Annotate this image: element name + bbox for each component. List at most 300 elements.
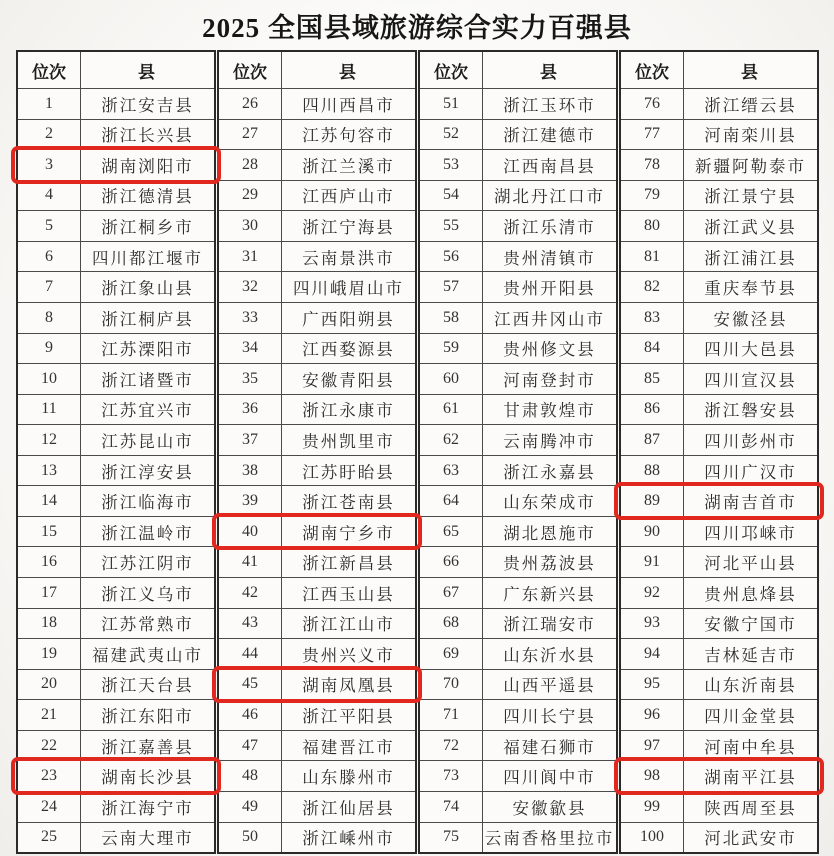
county-cell: 湖南凤凰县 [281,670,415,700]
table-row [621,699,817,730]
table-row [621,516,817,547]
rank-cell: 96 [644,706,660,724]
rank-cell: 21 [41,706,57,724]
table-row [621,333,817,364]
county-cell: 浙江象山县 [80,272,214,302]
table-row [621,669,817,700]
county-cell: 陕西周至县 [683,792,817,822]
table-row [18,699,214,730]
rank-cell: 60 [443,369,459,387]
county-cell: 山东荣成市 [482,486,616,516]
rank-cell: 87 [644,430,660,448]
county-cell: 浙江嵊州市 [281,823,415,853]
col-header-rank: 位次 [635,62,669,82]
county-cell: 江苏昆山市 [80,425,214,455]
county-cell: 浙江义乌市 [80,578,214,608]
table-row [621,149,817,180]
county-cell: 甘肃敦煌市 [482,395,616,425]
table-row [219,302,415,333]
rank-cell: 18 [41,614,57,632]
county-cell: 江西井冈山市 [482,303,616,333]
county-cell: 四川彭州市 [683,425,817,455]
county-cell: 浙江江山市 [281,609,415,639]
county-cell: 河北武安市 [683,823,817,853]
table-row [420,88,616,119]
table-row [621,119,817,150]
rank-cell: 55 [443,217,459,235]
rank-cell: 36 [242,400,258,418]
rank-cell: 29 [242,186,258,204]
rank-cell: 59 [443,339,459,357]
rank-cell: 80 [644,217,660,235]
county-cell: 浙江建德市 [482,120,616,150]
rank-cell: 54 [443,186,459,204]
table-row [420,180,616,211]
county-cell: 湖南宁乡市 [281,517,415,547]
county-cell: 浙江嘉善县 [80,731,214,761]
table-row [219,241,415,272]
county-cell: 贵州荔波县 [482,547,616,577]
table-row [219,363,415,394]
rank-cell: 95 [644,675,660,693]
rank-cell: 22 [41,736,57,754]
county-cell: 浙江天台县 [80,670,214,700]
county-cell: 浙江温岭市 [80,517,214,547]
rank-cell: 67 [443,583,459,601]
rank-cell: 77 [644,125,660,143]
group-header [18,52,214,88]
rank-cell: 62 [443,430,459,448]
table-row [219,516,415,547]
rank-cell: 38 [242,461,258,479]
table-row [621,363,817,394]
table-row [18,791,214,822]
county-cell: 浙江兰溪市 [281,150,415,180]
county-cell: 河南中牟县 [683,731,817,761]
county-cell: 贵州修文县 [482,334,616,364]
county-cell: 山东沂南县 [683,670,817,700]
county-cell: 浙江武义县 [683,211,817,241]
table-row [621,180,817,211]
county-cell: 新疆阿勒泰市 [683,150,817,180]
rank-cell: 65 [443,522,459,540]
county-cell: 四川宣汉县 [683,364,817,394]
col-header-rank: 位次 [233,62,267,82]
rank-cell: 90 [644,522,660,540]
table-row [18,363,214,394]
rank-cell: 15 [41,522,57,540]
rank-cell: 1 [45,94,53,112]
county-cell: 湖南长沙县 [80,761,214,791]
table-row [18,241,214,272]
group-header [219,52,415,88]
county-cell: 江苏宜兴市 [80,395,214,425]
rank-cell: 43 [242,614,258,632]
county-cell: 四川阆中市 [482,761,616,791]
county-cell: 江苏常熟市 [80,609,214,639]
table-row [18,210,214,241]
rank-cell: 7 [45,278,53,296]
rank-cell: 44 [242,644,258,662]
table-row [219,424,415,455]
page-title: 2025 全国县域旅游综合实力百强县 [202,13,632,43]
rank-cell: 70 [443,675,459,693]
rank-cell: 19 [41,644,57,662]
table-row [621,241,817,272]
rank-cell: 32 [242,278,258,296]
county-cell: 浙江宁海县 [281,211,415,241]
rank-cell: 34 [242,339,258,357]
county-cell: 江西庐山市 [281,181,415,211]
rank-cell: 76 [644,94,660,112]
rank-cell: 74 [443,797,459,815]
rank-cell: 26 [242,94,258,112]
table-row [18,424,214,455]
table-row [621,424,817,455]
rank-cell: 63 [443,461,459,479]
rank-cell: 89 [644,492,660,510]
county-cell: 四川峨眉山市 [281,272,415,302]
county-cell: 湖北恩施市 [482,517,616,547]
table-row [621,302,817,333]
county-cell: 浙江桐庐县 [80,303,214,333]
rank-cell: 24 [41,797,57,815]
rank-cell: 61 [443,400,459,418]
county-cell: 江西玉山县 [281,578,415,608]
table-row [621,760,817,791]
table-row [18,271,214,302]
rank-cell: 81 [644,247,660,265]
table-row [420,516,616,547]
county-cell: 江苏盱眙县 [281,456,415,486]
rank-cell: 12 [41,430,57,448]
table-row [621,455,817,486]
table-row [18,608,214,639]
rank-cell: 58 [443,308,459,326]
table-row [219,791,415,822]
table-row [18,760,214,791]
rank-cell: 57 [443,278,459,296]
table-row [621,608,817,639]
county-cell: 浙江诸暨市 [80,364,214,394]
rank-cell: 6 [45,247,53,265]
rank-cell: 88 [644,461,660,479]
rank-cell: 72 [443,736,459,754]
table-row [18,394,214,425]
table-row [219,333,415,364]
group-body [420,88,616,852]
rank-cell: 66 [443,553,459,571]
table-row [219,669,415,700]
county-cell: 浙江临海市 [80,486,214,516]
group-body [219,88,415,852]
table-row [219,149,415,180]
rank-cell: 2 [45,125,53,143]
county-cell: 浙江瑞安市 [482,609,616,639]
table-row [219,699,415,730]
county-cell: 江苏江阴市 [80,547,214,577]
county-cell: 浙江缙云县 [683,89,817,119]
rank-cell: 99 [644,797,660,815]
table-row [18,333,214,364]
rank-cell: 14 [41,492,57,510]
table-group [217,50,417,854]
county-cell: 安徽歙县 [482,792,616,822]
rank-cell: 10 [41,369,57,387]
table-row [219,577,415,608]
county-cell: 贵州息烽县 [683,578,817,608]
table-row [621,88,817,119]
rank-cell: 35 [242,369,258,387]
group-header [420,52,616,88]
county-cell: 山西平遥县 [482,670,616,700]
table-row [219,638,415,669]
county-cell: 浙江浦江县 [683,242,817,272]
rank-cell: 3 [45,155,53,173]
rank-cell: 94 [644,644,660,662]
table-row [420,822,616,853]
col-header-county: 县 [80,52,214,88]
county-cell: 湖南浏阳市 [80,150,214,180]
county-cell: 四川广汉市 [683,456,817,486]
table-row [420,424,616,455]
county-cell: 云南景洪市 [281,242,415,272]
rank-cell: 84 [644,339,660,357]
rank-cell: 50 [242,828,258,846]
table-group [16,50,216,854]
table-row [18,638,214,669]
table-row [420,760,616,791]
rank-cell: 69 [443,644,459,662]
col-header-rank: 位次 [434,62,468,82]
rank-cell: 92 [644,583,660,601]
rank-cell: 91 [644,553,660,571]
county-cell: 河南登封市 [482,364,616,394]
table-row [219,88,415,119]
table-row [18,149,214,180]
rank-cell: 13 [41,461,57,479]
county-cell: 四川邛崃市 [683,517,817,547]
table-row [621,638,817,669]
county-cell: 浙江乐清市 [482,211,616,241]
rank-cell: 97 [644,736,660,754]
table-row [420,546,616,577]
county-cell: 浙江长兴县 [80,120,214,150]
table-row [621,791,817,822]
table-group [418,50,618,854]
rank-cell: 47 [242,736,258,754]
table-row [18,119,214,150]
table-row [621,730,817,761]
rank-cell: 98 [644,767,660,785]
rank-cell: 52 [443,125,459,143]
table-row [420,638,616,669]
county-cell: 山东滕州市 [281,761,415,791]
rank-cell: 42 [242,583,258,601]
table-row [621,577,817,608]
county-cell: 贵州凯里市 [281,425,415,455]
county-cell: 浙江永嘉县 [482,456,616,486]
rank-cell: 71 [443,706,459,724]
county-cell: 江苏溧阳市 [80,334,214,364]
county-cell: 云南大理市 [80,823,214,853]
rank-cell: 93 [644,614,660,632]
rank-cell: 31 [242,247,258,265]
table-row [621,210,817,241]
table-row [420,333,616,364]
county-cell: 福建武夷山市 [80,639,214,669]
county-cell: 四川西昌市 [281,89,415,119]
table-group [619,50,819,854]
table-row [18,516,214,547]
county-cell: 浙江仙居县 [281,792,415,822]
table-row [420,485,616,516]
rank-cell: 41 [242,553,258,571]
county-cell: 广西阳朔县 [281,303,415,333]
table-row [18,546,214,577]
rank-cell: 48 [242,767,258,785]
county-cell: 云南腾冲市 [482,425,616,455]
county-cell: 福建晋江市 [281,731,415,761]
table-row [18,485,214,516]
county-cell: 河南栾川县 [683,120,817,150]
rank-cell: 83 [644,308,660,326]
rank-cell: 33 [242,308,258,326]
table-row [18,577,214,608]
county-cell: 湖北丹江口市 [482,181,616,211]
rank-cell: 39 [242,492,258,510]
table-row [420,149,616,180]
county-cell: 江西婺源县 [281,334,415,364]
table-row [420,271,616,302]
county-cell: 四川都江堰市 [80,242,214,272]
county-cell: 浙江景宁县 [683,181,817,211]
county-cell: 浙江海宁市 [80,792,214,822]
rank-cell: 4 [45,186,53,204]
county-cell: 江西南昌县 [482,150,616,180]
county-cell: 吉林延吉市 [683,639,817,669]
table-row [18,455,214,486]
table-row [18,180,214,211]
table-row [219,455,415,486]
table-row [420,791,616,822]
table-row [420,577,616,608]
table-row [219,822,415,853]
table-row [420,119,616,150]
county-cell: 浙江新昌县 [281,547,415,577]
col-header-county: 县 [683,52,817,88]
rank-cell: 56 [443,247,459,265]
rank-cell: 68 [443,614,459,632]
table-row [420,363,616,394]
table-row [219,180,415,211]
rank-cell: 17 [41,583,57,601]
county-cell: 重庆奉节县 [683,272,817,302]
rank-cell: 20 [41,675,57,693]
county-cell: 贵州清镇市 [482,242,616,272]
rank-cell: 25 [41,828,57,846]
table-row [420,210,616,241]
table-row [420,241,616,272]
table-row [18,302,214,333]
table-row [18,730,214,761]
county-cell: 浙江淳安县 [80,456,214,486]
county-cell: 浙江永康市 [281,395,415,425]
rank-cell: 46 [242,706,258,724]
group-body [18,88,214,852]
table-row [621,394,817,425]
county-cell: 四川金堂县 [683,700,817,730]
county-cell: 湖南平江县 [683,761,817,791]
county-cell: 江苏句容市 [281,120,415,150]
county-cell: 安徽泾县 [683,303,817,333]
table-row [18,88,214,119]
county-cell: 安徽宁国市 [683,609,817,639]
group-header [621,52,817,88]
ranking-table [16,50,819,854]
rank-cell: 27 [242,125,258,143]
rank-cell: 49 [242,797,258,815]
rank-cell: 100 [640,828,664,846]
rank-cell: 79 [644,186,660,204]
rank-cell: 8 [45,308,53,326]
county-cell: 云南香格里拉市 [482,823,616,853]
rank-cell: 40 [242,522,258,540]
rank-cell: 28 [242,155,258,173]
rank-cell: 37 [242,430,258,448]
county-cell: 浙江安吉县 [80,89,214,119]
county-cell: 浙江桐乡市 [80,211,214,241]
rank-cell: 45 [242,675,258,693]
rank-cell: 5 [45,217,53,235]
table-row [420,669,616,700]
col-header-rank: 位次 [32,62,66,82]
table-row [219,119,415,150]
rank-cell: 73 [443,767,459,785]
table-row [219,394,415,425]
county-cell: 贵州兴义市 [281,639,415,669]
rank-cell: 64 [443,492,459,510]
rank-cell: 23 [41,767,57,785]
table-row [219,546,415,577]
table-row [420,608,616,639]
col-header-county: 县 [281,52,415,88]
county-cell: 浙江德清县 [80,181,214,211]
rank-cell: 86 [644,400,660,418]
rank-cell: 30 [242,217,258,235]
table-row [219,271,415,302]
county-cell: 浙江苍南县 [281,486,415,516]
table-row [420,730,616,761]
county-cell: 浙江东阳市 [80,700,214,730]
rank-cell: 78 [644,155,660,173]
county-cell: 四川大邑县 [683,334,817,364]
county-cell: 浙江玉环市 [482,89,616,119]
county-cell: 山东沂水县 [482,639,616,669]
rank-cell: 11 [41,400,57,418]
table-row [621,485,817,516]
rank-cell: 85 [644,369,660,387]
county-cell: 湖南吉首市 [683,486,817,516]
county-cell: 贵州开阳县 [482,272,616,302]
county-cell: 河北平山县 [683,547,817,577]
table-row [18,669,214,700]
rank-cell: 51 [443,94,459,112]
table-row [18,822,214,853]
rank-cell: 53 [443,155,459,173]
county-cell: 四川长宁县 [482,700,616,730]
table-row [621,271,817,302]
